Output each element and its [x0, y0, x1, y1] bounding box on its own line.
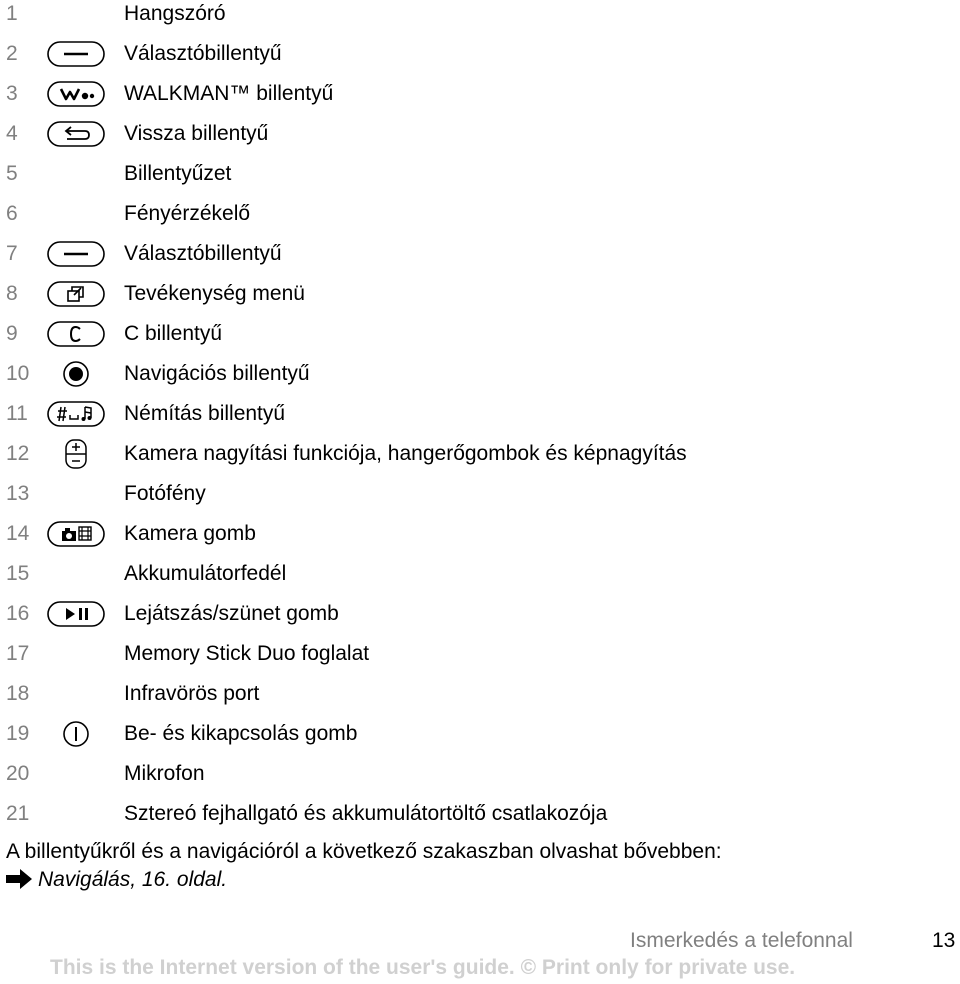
- list-item: [0, 120, 960, 160]
- item-label: Választóbillentyű: [124, 242, 282, 265]
- clear-key-icon: [46, 320, 106, 348]
- list-item: [0, 520, 960, 560]
- item-number: 5: [6, 162, 18, 185]
- list-item: [0, 200, 960, 240]
- item-label: Sztereó fejhallgató és akkumulátortöltő csatlakozója: [124, 802, 608, 825]
- list-item: [0, 800, 960, 840]
- item-number: 14: [6, 522, 30, 545]
- selection-key-icon: [46, 240, 106, 268]
- activity-menu-icon: [46, 280, 106, 308]
- cross-reference: [6, 866, 227, 894]
- list-item: [0, 160, 960, 200]
- item-label: Kamera gomb: [124, 522, 256, 545]
- list-item: [0, 40, 960, 80]
- list-item: [0, 680, 960, 720]
- item-label: Lejátszás/szünet gomb: [124, 602, 339, 625]
- list-item: [0, 320, 960, 360]
- cross-reference-link[interactable]: Navigálás, 16. oldal.: [38, 868, 228, 891]
- item-number: 19: [6, 722, 30, 745]
- item-number: 7: [6, 242, 18, 265]
- item-label: Tevékenység menü: [124, 282, 305, 305]
- item-number: 18: [6, 682, 30, 705]
- list-item: [0, 280, 960, 320]
- item-label: Választóbillentyű: [124, 42, 282, 65]
- list-item: [0, 640, 960, 680]
- item-label: Be- és kikapcsolás gomb: [124, 722, 358, 745]
- item-number: 6: [6, 202, 18, 225]
- walkman-icon: [46, 80, 106, 108]
- list-item: [0, 240, 960, 280]
- item-number: 2: [6, 42, 18, 65]
- selection-key-icon: [46, 40, 106, 68]
- watermark-disclaimer: This is the Internet version of the user's guide. © Print only for private use.: [50, 956, 796, 979]
- list-item: [0, 360, 960, 400]
- item-number: 3: [6, 82, 18, 105]
- footer-section-title: Ismerkedés a telefonnal: [630, 929, 853, 952]
- item-number: 12: [6, 442, 30, 465]
- list-item: [0, 0, 960, 40]
- item-number: 20: [6, 762, 30, 785]
- item-number: 13: [6, 482, 30, 505]
- item-label: Kamera nagyítási funkciója, hangerőgombok és képnagyítás: [124, 442, 687, 465]
- list-item: [0, 760, 960, 800]
- navigation-key-icon: [46, 360, 106, 388]
- item-number: 17: [6, 642, 30, 665]
- item-label: Infravörös port: [124, 682, 260, 705]
- item-number: 11: [6, 402, 28, 425]
- list-item: [0, 720, 960, 760]
- item-label: Vissza billentyű: [124, 122, 269, 145]
- item-number: 15: [6, 562, 30, 585]
- item-label: WALKMAN™ billentyű: [124, 82, 334, 105]
- list-item: [0, 560, 960, 600]
- volume-key-icon: [46, 440, 106, 468]
- item-number: 10: [6, 362, 30, 385]
- list-item: [0, 80, 960, 120]
- item-label: Fotófény: [124, 482, 206, 505]
- item-label: Fényérzékelő: [124, 202, 251, 225]
- item-number: 16: [6, 602, 30, 625]
- item-label: C billentyű: [124, 322, 223, 345]
- item-label: Memory Stick Duo foglalat: [124, 642, 370, 665]
- list-item: [0, 440, 960, 480]
- item-number: 9: [6, 322, 18, 345]
- item-label: Hangszóró: [124, 2, 226, 25]
- item-label: Akkumulátorfedél: [124, 562, 287, 585]
- navigation-note: A billentyűkről és a navigációról a következő szakaszban olvashat bővebben:: [6, 840, 722, 863]
- page-number: 13: [932, 929, 956, 952]
- back-icon: [46, 120, 106, 148]
- list-item: [0, 480, 960, 520]
- list-item: [0, 400, 960, 440]
- play-pause-icon: [46, 600, 106, 628]
- list-item: [0, 600, 960, 640]
- item-label: Mikrofon: [124, 762, 205, 785]
- item-number: 1: [6, 2, 18, 25]
- silent-key-icon: [46, 400, 106, 428]
- item-number: 21: [6, 802, 30, 825]
- item-number: 4: [6, 122, 18, 145]
- power-icon: [46, 720, 106, 748]
- item-label: Némítás billentyű: [124, 402, 286, 425]
- item-label: Navigációs billentyű: [124, 362, 310, 385]
- arrow-right-icon: [6, 869, 32, 889]
- item-number: 8: [6, 282, 18, 305]
- item-label: Billentyűzet: [124, 162, 232, 185]
- camera-key-icon: [46, 520, 106, 548]
